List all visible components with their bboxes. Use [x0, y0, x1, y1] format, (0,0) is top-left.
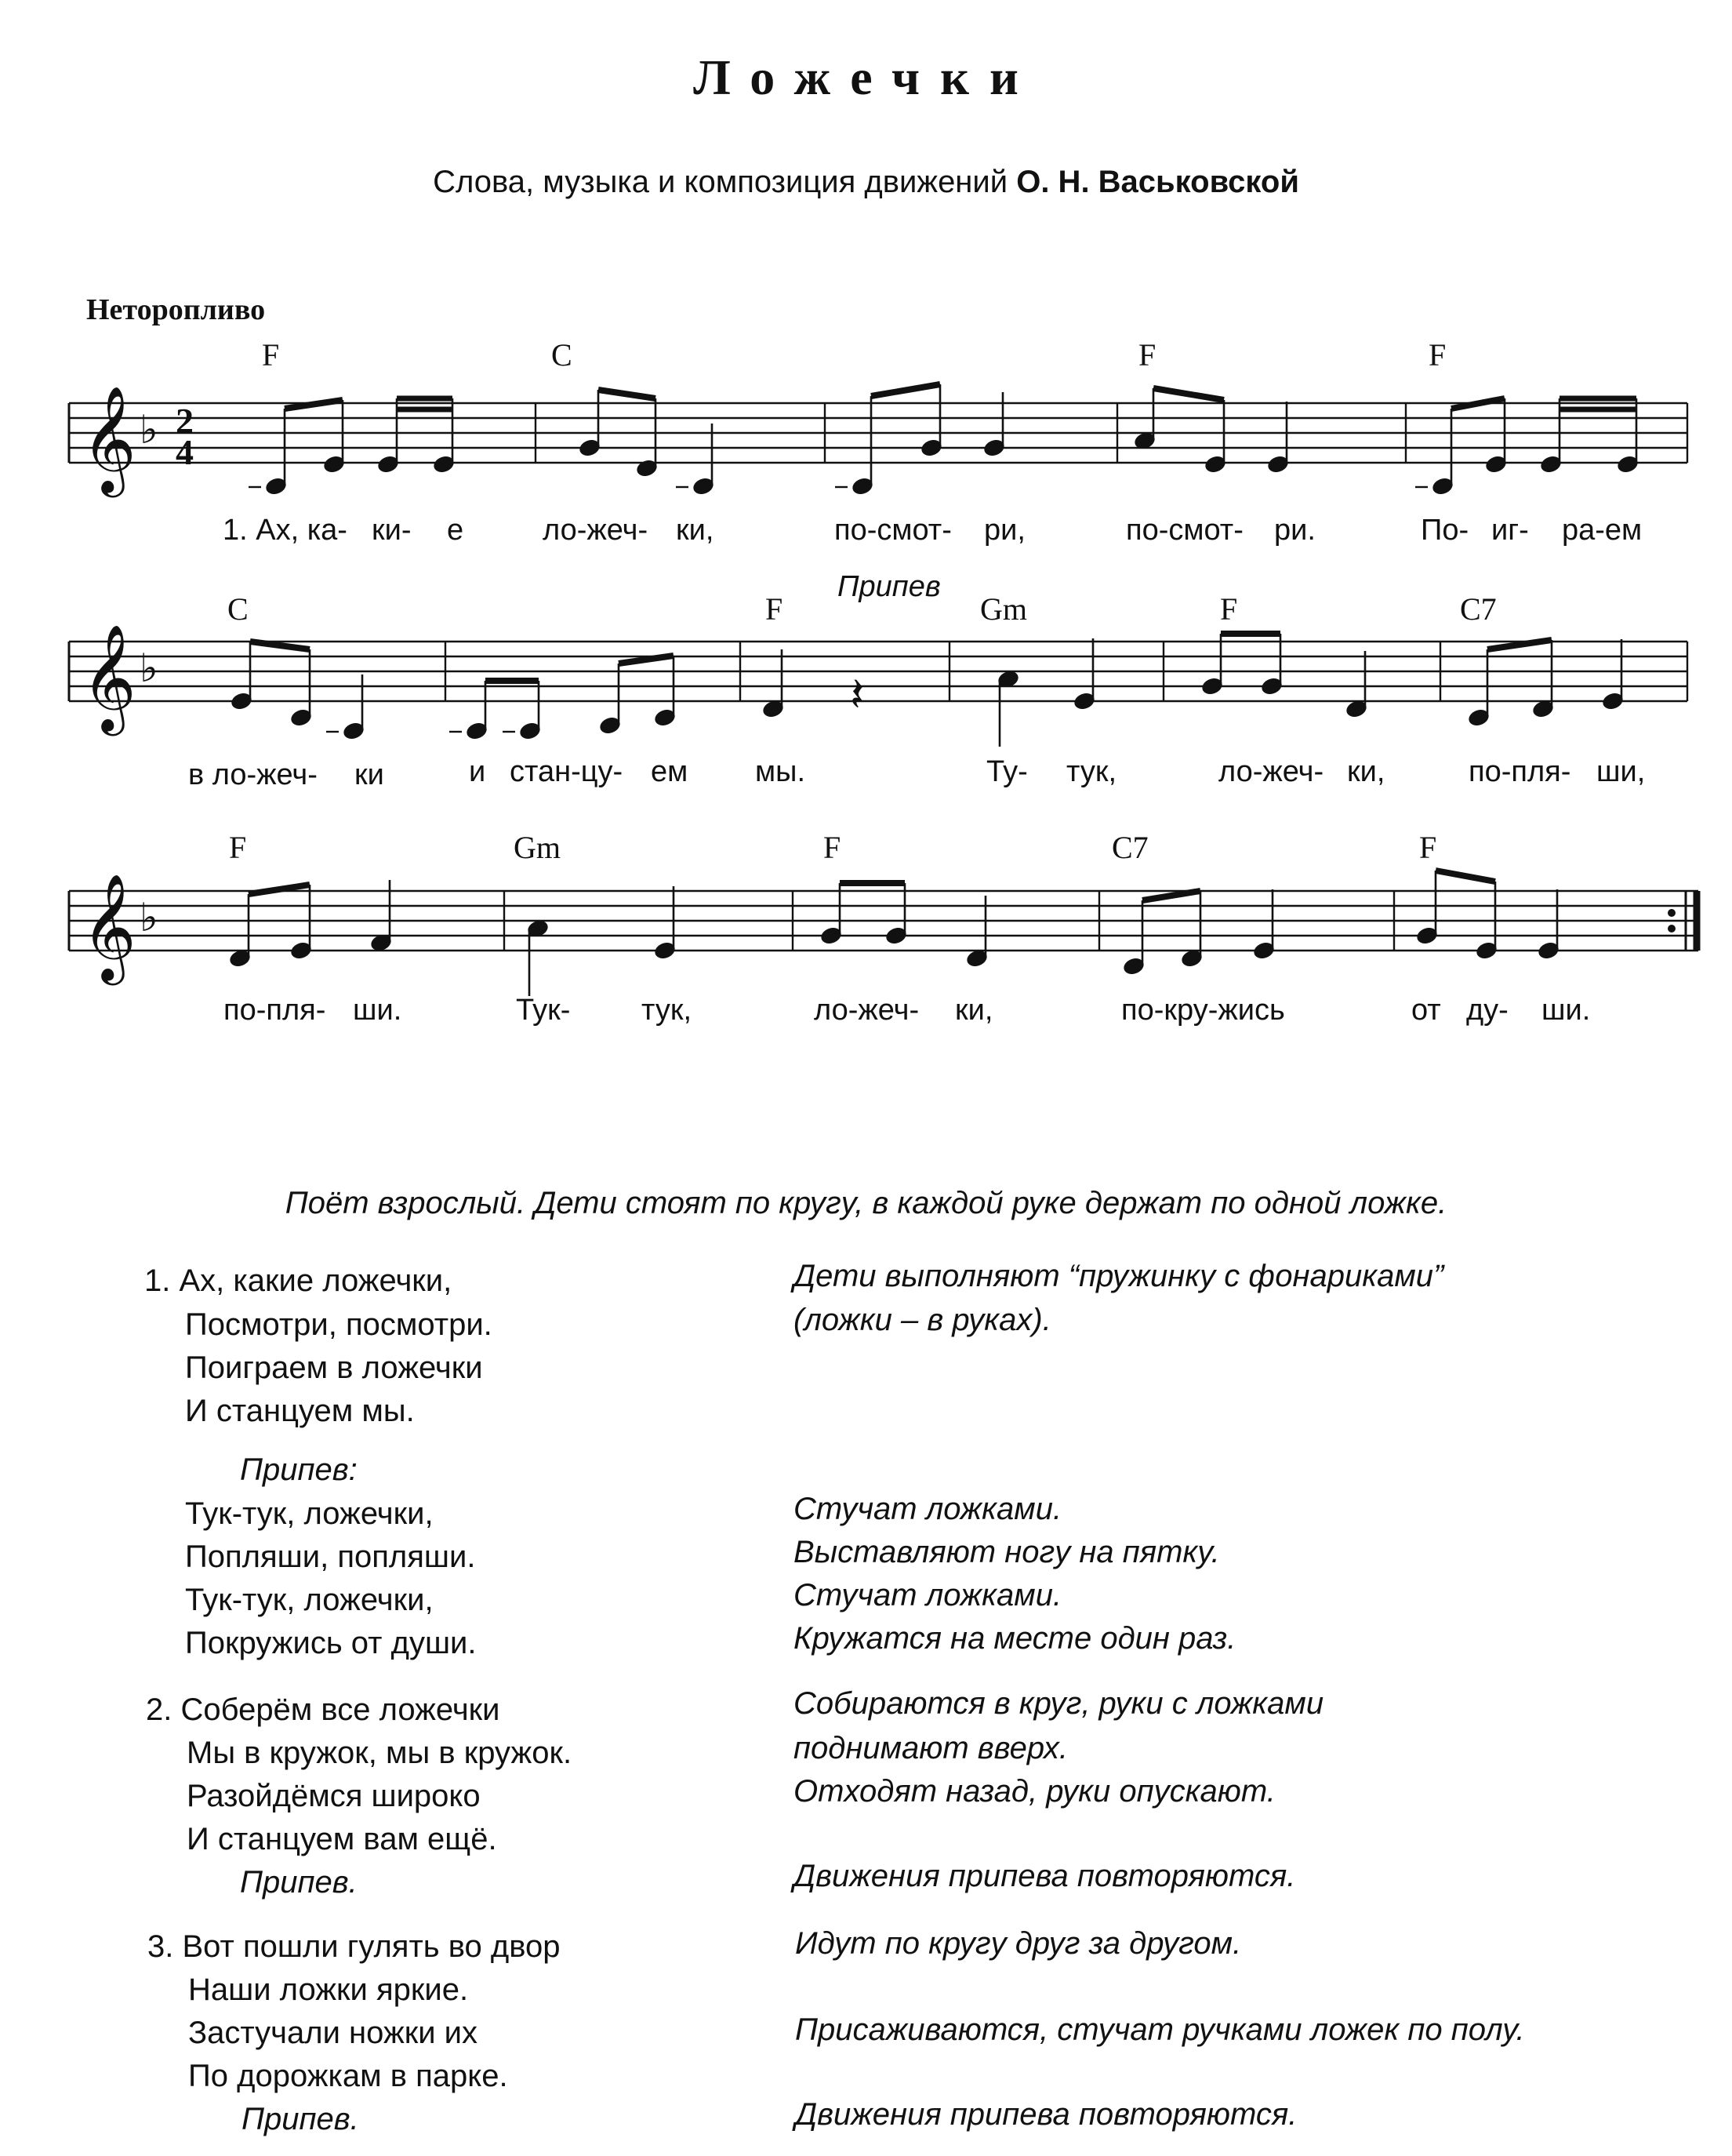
lyric-syllable: Ту- [986, 755, 1028, 788]
lyric-syllable: ри, [984, 514, 1026, 547]
lyric-syllable: ки, [1347, 755, 1385, 788]
lyric-syllable: ри. [1274, 514, 1316, 547]
verse-line: Мы в кружок, мы в кружок. [187, 1736, 572, 1770]
verse-line: Посмотри, посмотри. [185, 1307, 492, 1342]
chorus-label: Припев: [240, 1452, 358, 1487]
chord-symbol: C7 [1112, 830, 1149, 865]
verse-line: 3. Вот пошли гулять во двор [147, 1929, 561, 1964]
action-line: Дети выполняют “пружинку с фонариками” [793, 1259, 1444, 1293]
lyric-syllable: ло-жеч- [1218, 755, 1324, 788]
subtitle-author: О. Н. Васьковской [1016, 165, 1299, 199]
lyric-syllable: мы. [755, 755, 805, 788]
chord-symbol: C [551, 337, 572, 373]
refrain-marking: Припев [837, 570, 941, 603]
quarter-rest-icon: 𝄽 [850, 667, 865, 722]
lyric-syllable: по-кру-жись [1121, 994, 1285, 1027]
chord-symbol: C7 [1460, 591, 1497, 627]
verse-line: Тук-тук, ложечки, [185, 1583, 434, 1617]
chorus-label: Припев. [241, 2102, 359, 2136]
lyric-syllable: ло-жеч- [543, 514, 648, 547]
staff-3-chords [229, 830, 1436, 865]
key-flat-icon: ♭ [140, 645, 158, 691]
chord-symbol: Gm [980, 591, 1027, 627]
staff-3-lyrics [223, 994, 1590, 1027]
chord-symbol: F [765, 591, 783, 627]
lyric-syllable: е [447, 514, 464, 547]
staff-1-lyrics [223, 514, 1642, 547]
lyric-syllable: в ло-жеч- [188, 758, 318, 791]
repeat-dot [1668, 909, 1676, 917]
lyric-syllable: от [1411, 994, 1441, 1027]
lyric-syllable: Тук- [516, 994, 571, 1027]
action-line: Движения припева повторяются. [795, 2097, 1298, 2132]
treble-clef-icon: 𝄞 [82, 872, 136, 980]
verse-line: И станцуем вам ещё. [187, 1822, 497, 1856]
action-line: Стучат ложками. [793, 1492, 1062, 1526]
action-line: Выставляют ногу на пятку. [793, 1535, 1220, 1569]
chord-symbol: C [227, 591, 249, 627]
lyric-syllable: по-смот- [834, 514, 952, 547]
verse-line: 1. Ах, какие ложечки, [144, 1263, 452, 1298]
tempo-marking: Неторопливо [86, 293, 266, 326]
treble-clef-icon: 𝄞 [82, 623, 136, 731]
chord-symbol: F [823, 830, 841, 865]
chorus-label: Припев. [240, 1865, 358, 1900]
chord-symbol: Gm [514, 830, 561, 865]
lyric-syllable: ши. [1541, 994, 1591, 1027]
staff-1-chords [262, 337, 1446, 373]
verse-line: По дорожкам в парке. [188, 2059, 508, 2093]
lyric-syllable: по-пля- [223, 994, 326, 1027]
time-sig-bottom: 4 [176, 432, 194, 472]
verse-line: И станцуем мы. [185, 1394, 415, 1428]
staff-3-notes [228, 871, 1561, 996]
staff-1 [69, 403, 1687, 463]
lyric-syllable: По- [1421, 514, 1469, 547]
action-line: Отходят назад, руки опускают. [793, 1774, 1276, 1809]
time-sig-top: 2 [176, 401, 194, 441]
lyric-syllable: ло-жеч- [814, 994, 920, 1027]
repeat-dot [1668, 925, 1676, 933]
action-line: Идут по кругу друг за другом. [795, 1926, 1242, 1961]
chord-symbol: F [229, 830, 247, 865]
verse-line: Наши ложки яркие. [188, 1972, 469, 2007]
intro-note: Поёт взрослый. Дети стоят по кругу, в каждой руке держат по одной ложке. [285, 1186, 1447, 1220]
subtitle-prefix: Слова, музыка и композиция движений [433, 165, 1008, 199]
verse-line: Тук-тук, ложечки, [185, 1496, 434, 1531]
lyric-syllable: ра-ем [1562, 514, 1643, 547]
lyric-syllable: стан-цу- [510, 755, 623, 788]
verse-line: Попляши, попляши. [185, 1540, 476, 1574]
chord-symbol: F [1220, 591, 1238, 627]
staff-2-notes [230, 634, 1625, 747]
chord-symbol: F [1138, 337, 1156, 373]
action-line: Движения припева повторяются. [793, 1859, 1296, 1893]
key-flat-icon: ♭ [140, 407, 158, 453]
key-flat-icon: ♭ [140, 895, 158, 940]
lyric-syllable: ки, [676, 514, 714, 547]
action-line: Собираются в круг, руки с ложками [793, 1686, 1324, 1721]
verse-line: Разойдёмся широко [187, 1779, 481, 1813]
lyric-syllable: 1. Ах, ка- [223, 514, 347, 547]
lyric-syllable: по-смот- [1126, 514, 1244, 547]
lyric-syllable: тук, [641, 994, 692, 1027]
action-line: Присаживаются, стучат ручками ложек по полу. [795, 2012, 1525, 2047]
lyric-syllable: ем [651, 755, 688, 788]
action-line: Стучат ложками. [793, 1578, 1062, 1612]
chord-symbol: F [1419, 830, 1437, 865]
lyric-syllable: ши. [353, 994, 402, 1027]
staff-1-notes [249, 384, 1639, 496]
verse-line: 2. Соберём все ложечки [146, 1692, 500, 1727]
lyric-syllable: иг- [1491, 514, 1529, 547]
lyric-syllable: ки- [372, 514, 412, 547]
verse-line: Поиграем в ложечки [185, 1351, 483, 1385]
lyric-syllable: ду- [1466, 994, 1509, 1027]
chord-symbol: F [1429, 337, 1447, 373]
song-title: Ложечки [693, 49, 1039, 105]
chord-symbol: F [262, 337, 280, 373]
staff-3 [69, 891, 1698, 951]
verse-line: Застучали ножки их [188, 2016, 478, 2050]
action-line: поднимают вверх. [793, 1731, 1068, 1765]
lyric-syllable: и [469, 755, 486, 788]
verse-line: Покружись от души. [185, 1626, 477, 1660]
lyric-syllable: ки [354, 758, 384, 791]
lyric-syllable: ши, [1596, 755, 1646, 788]
treble-clef-icon: 𝄞 [82, 384, 136, 493]
action-line: Кружатся на месте один раз. [793, 1621, 1236, 1656]
action-line: (ложки – в руках). [793, 1303, 1051, 1337]
lyric-syllable: тук, [1066, 755, 1117, 788]
lyric-syllable: по-пля- [1469, 755, 1571, 788]
staff-2 [69, 642, 1687, 701]
staff-2-lyrics [188, 755, 1645, 791]
lyric-syllable: ки, [955, 994, 993, 1027]
